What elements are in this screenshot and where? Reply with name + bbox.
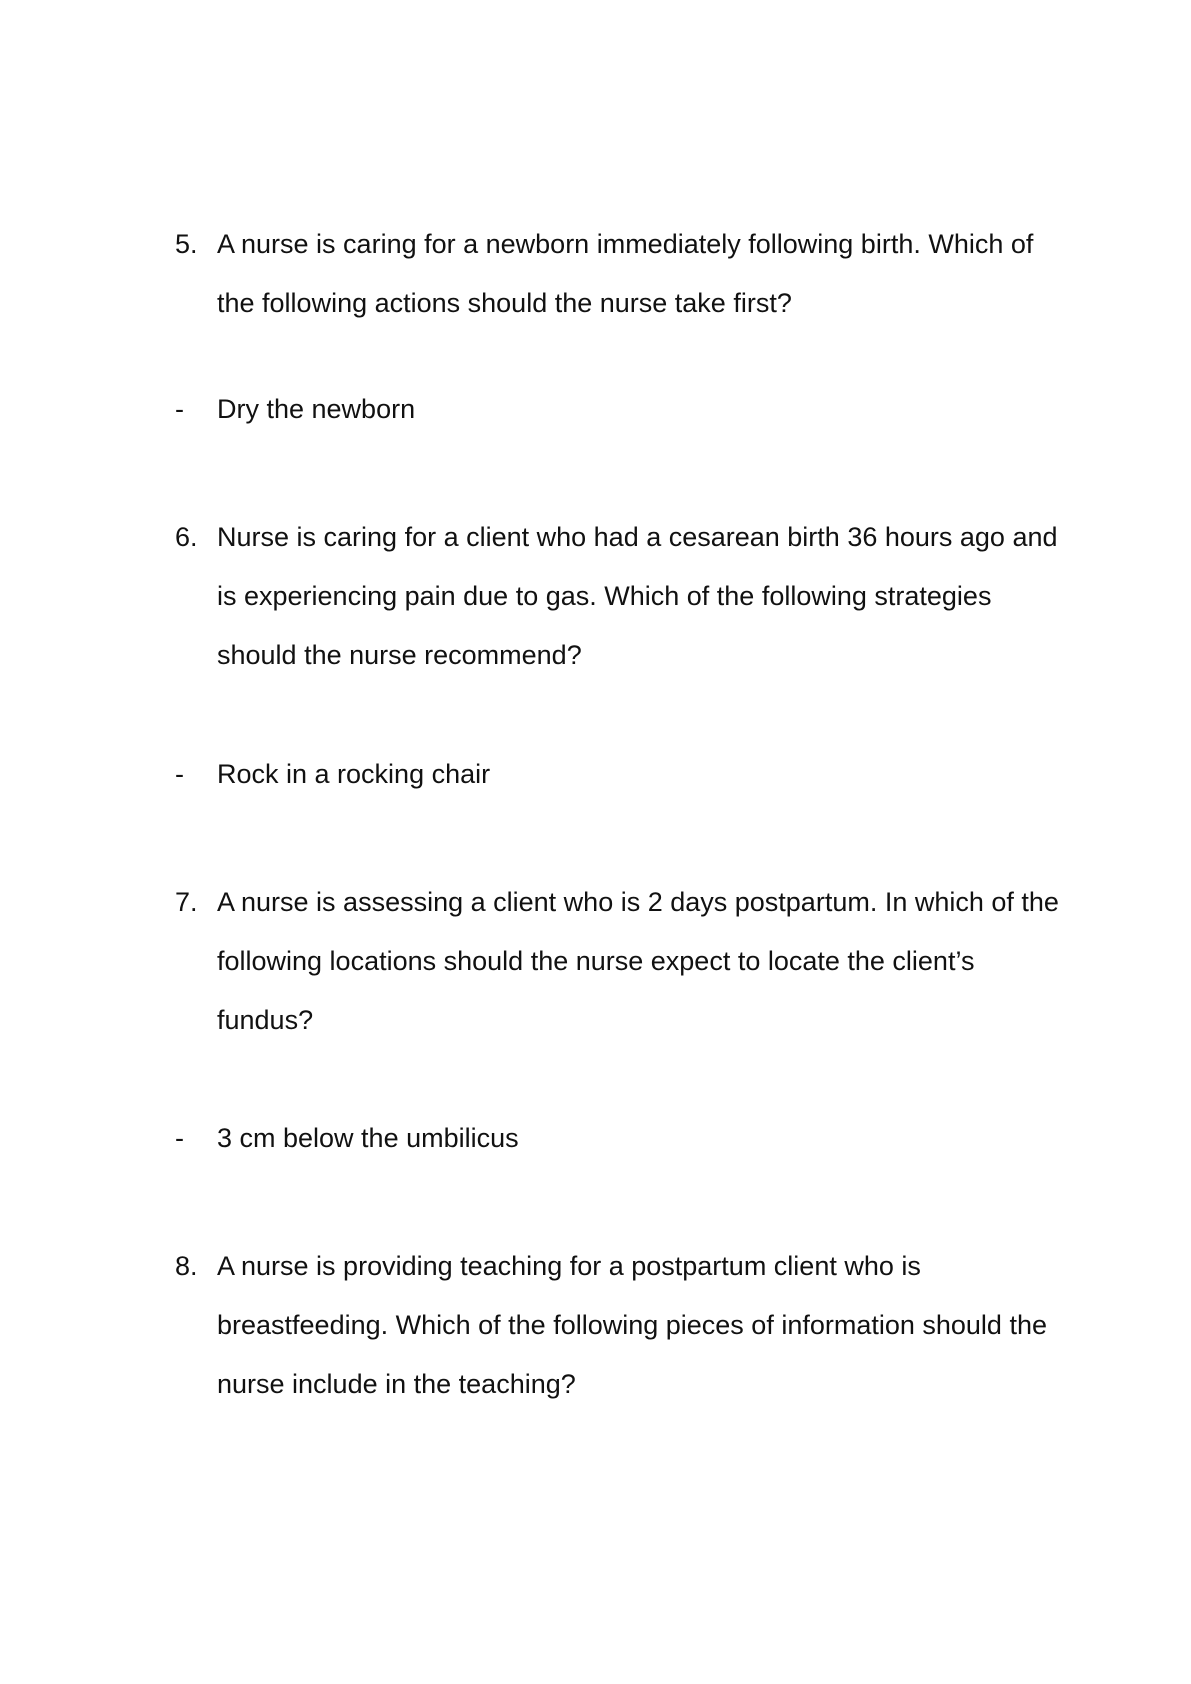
question-text: A nurse is providing teaching for a postpartum client who is breastfeeding. Which of the following pieces of information should the nurse include in the teaching?: [217, 1251, 1047, 1399]
answer-7: [175, 1109, 1075, 1168]
question-8: [175, 1237, 1075, 1414]
question-text: A nurse is assessing a client who is 2 days postpartum. In which of the following locations should the nurse expect to locate the client’s fundus?: [217, 887, 1059, 1035]
answer-text: Dry the newborn: [217, 394, 416, 424]
question-number: 6.: [175, 522, 198, 552]
question-number: 5.: [175, 229, 198, 259]
answer-marker: -: [175, 1123, 184, 1153]
question-5: [175, 215, 1075, 333]
question-text: Nurse is caring for a client who had a cesarean birth 36 hours ago and is experiencing pain due to gas. Which of the following strategies should the nurse recommend?: [217, 522, 1058, 670]
question-6: [175, 508, 1075, 685]
answer-text: 3 cm below the umbilicus: [217, 1123, 519, 1153]
answer-5: [175, 380, 1075, 439]
question-number: 8.: [175, 1251, 198, 1281]
answer-text: Rock in a rocking chair: [217, 759, 491, 789]
answer-marker: -: [175, 759, 184, 789]
question-7: [175, 873, 1075, 1050]
question-text: A nurse is caring for a newborn immediately following birth. Which of the following actions should the nurse take first?: [217, 229, 1034, 318]
answer-6: [175, 745, 1075, 804]
answer-marker: -: [175, 394, 184, 424]
question-number: 7.: [175, 887, 198, 917]
